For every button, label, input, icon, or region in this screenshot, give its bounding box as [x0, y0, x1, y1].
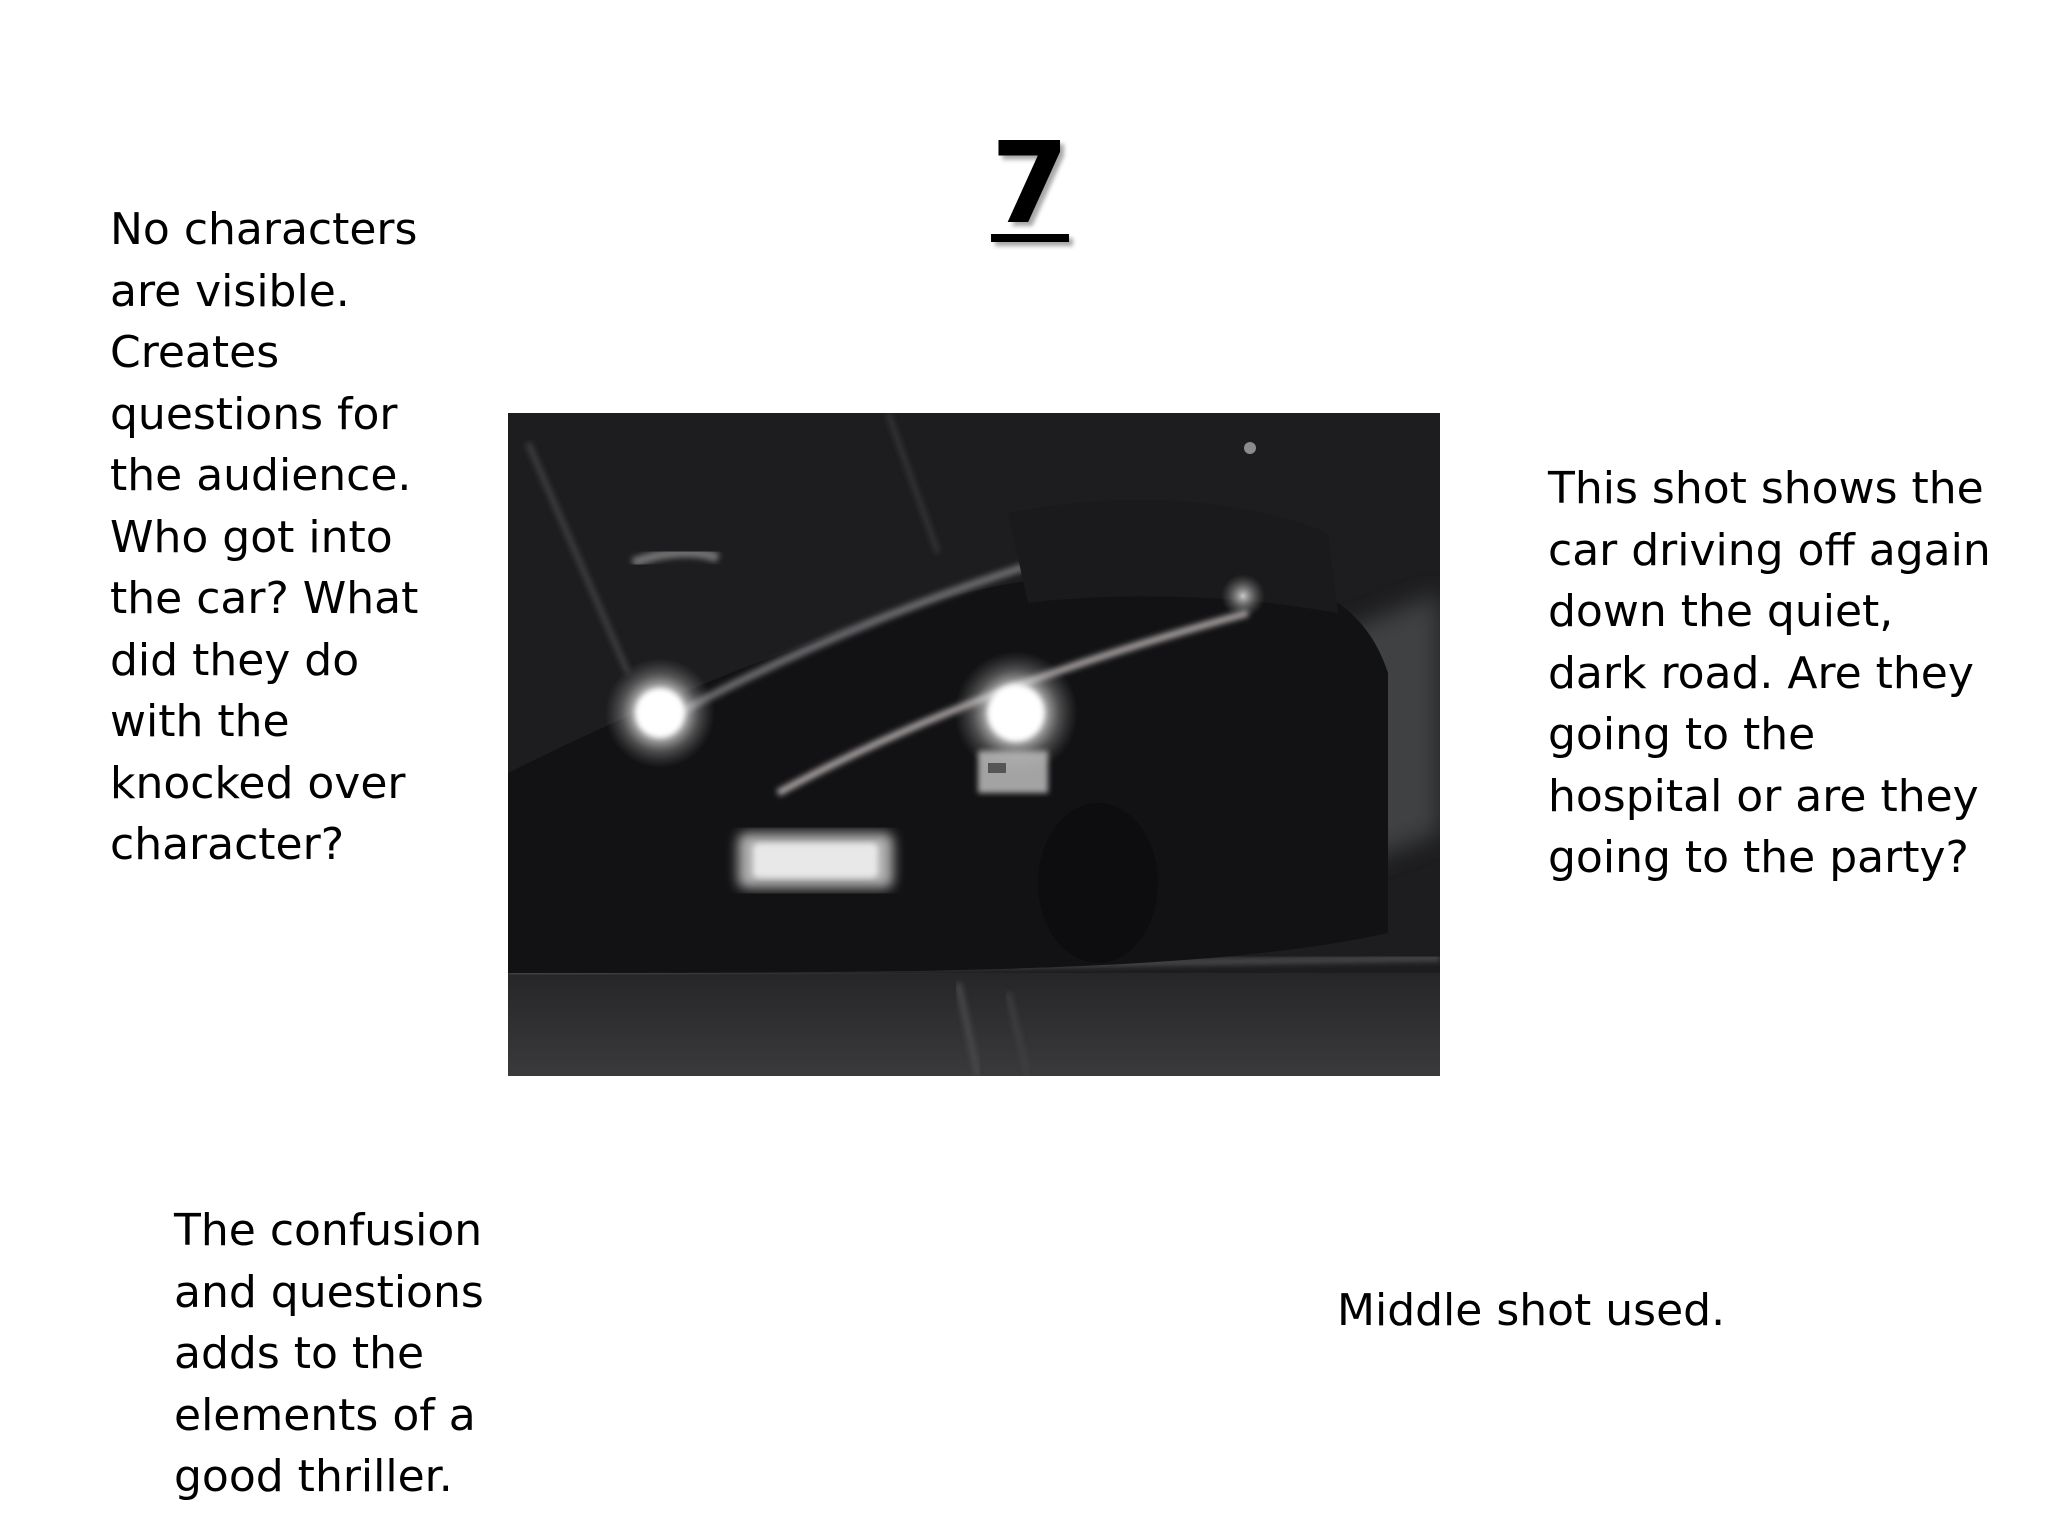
bottom-right-note: Middle shot used. [1337, 1285, 1726, 1336]
left-note: No characters are visible. Creates questions for the audience. Who got into the car? What did they do with the knocked over character? [110, 204, 419, 870]
bottom-left-note: The confusion and questions adds to the elements of a good thriller. [174, 1205, 484, 1502]
car-night-photo [508, 413, 1440, 1076]
car-photo-illustration [508, 413, 1440, 1076]
right-note: This shot shows the car driving off again down the quiet, dark road. Are they going to the hospital or are they going to the party? [1548, 463, 1991, 883]
slide-number: 7 [991, 119, 1069, 249]
